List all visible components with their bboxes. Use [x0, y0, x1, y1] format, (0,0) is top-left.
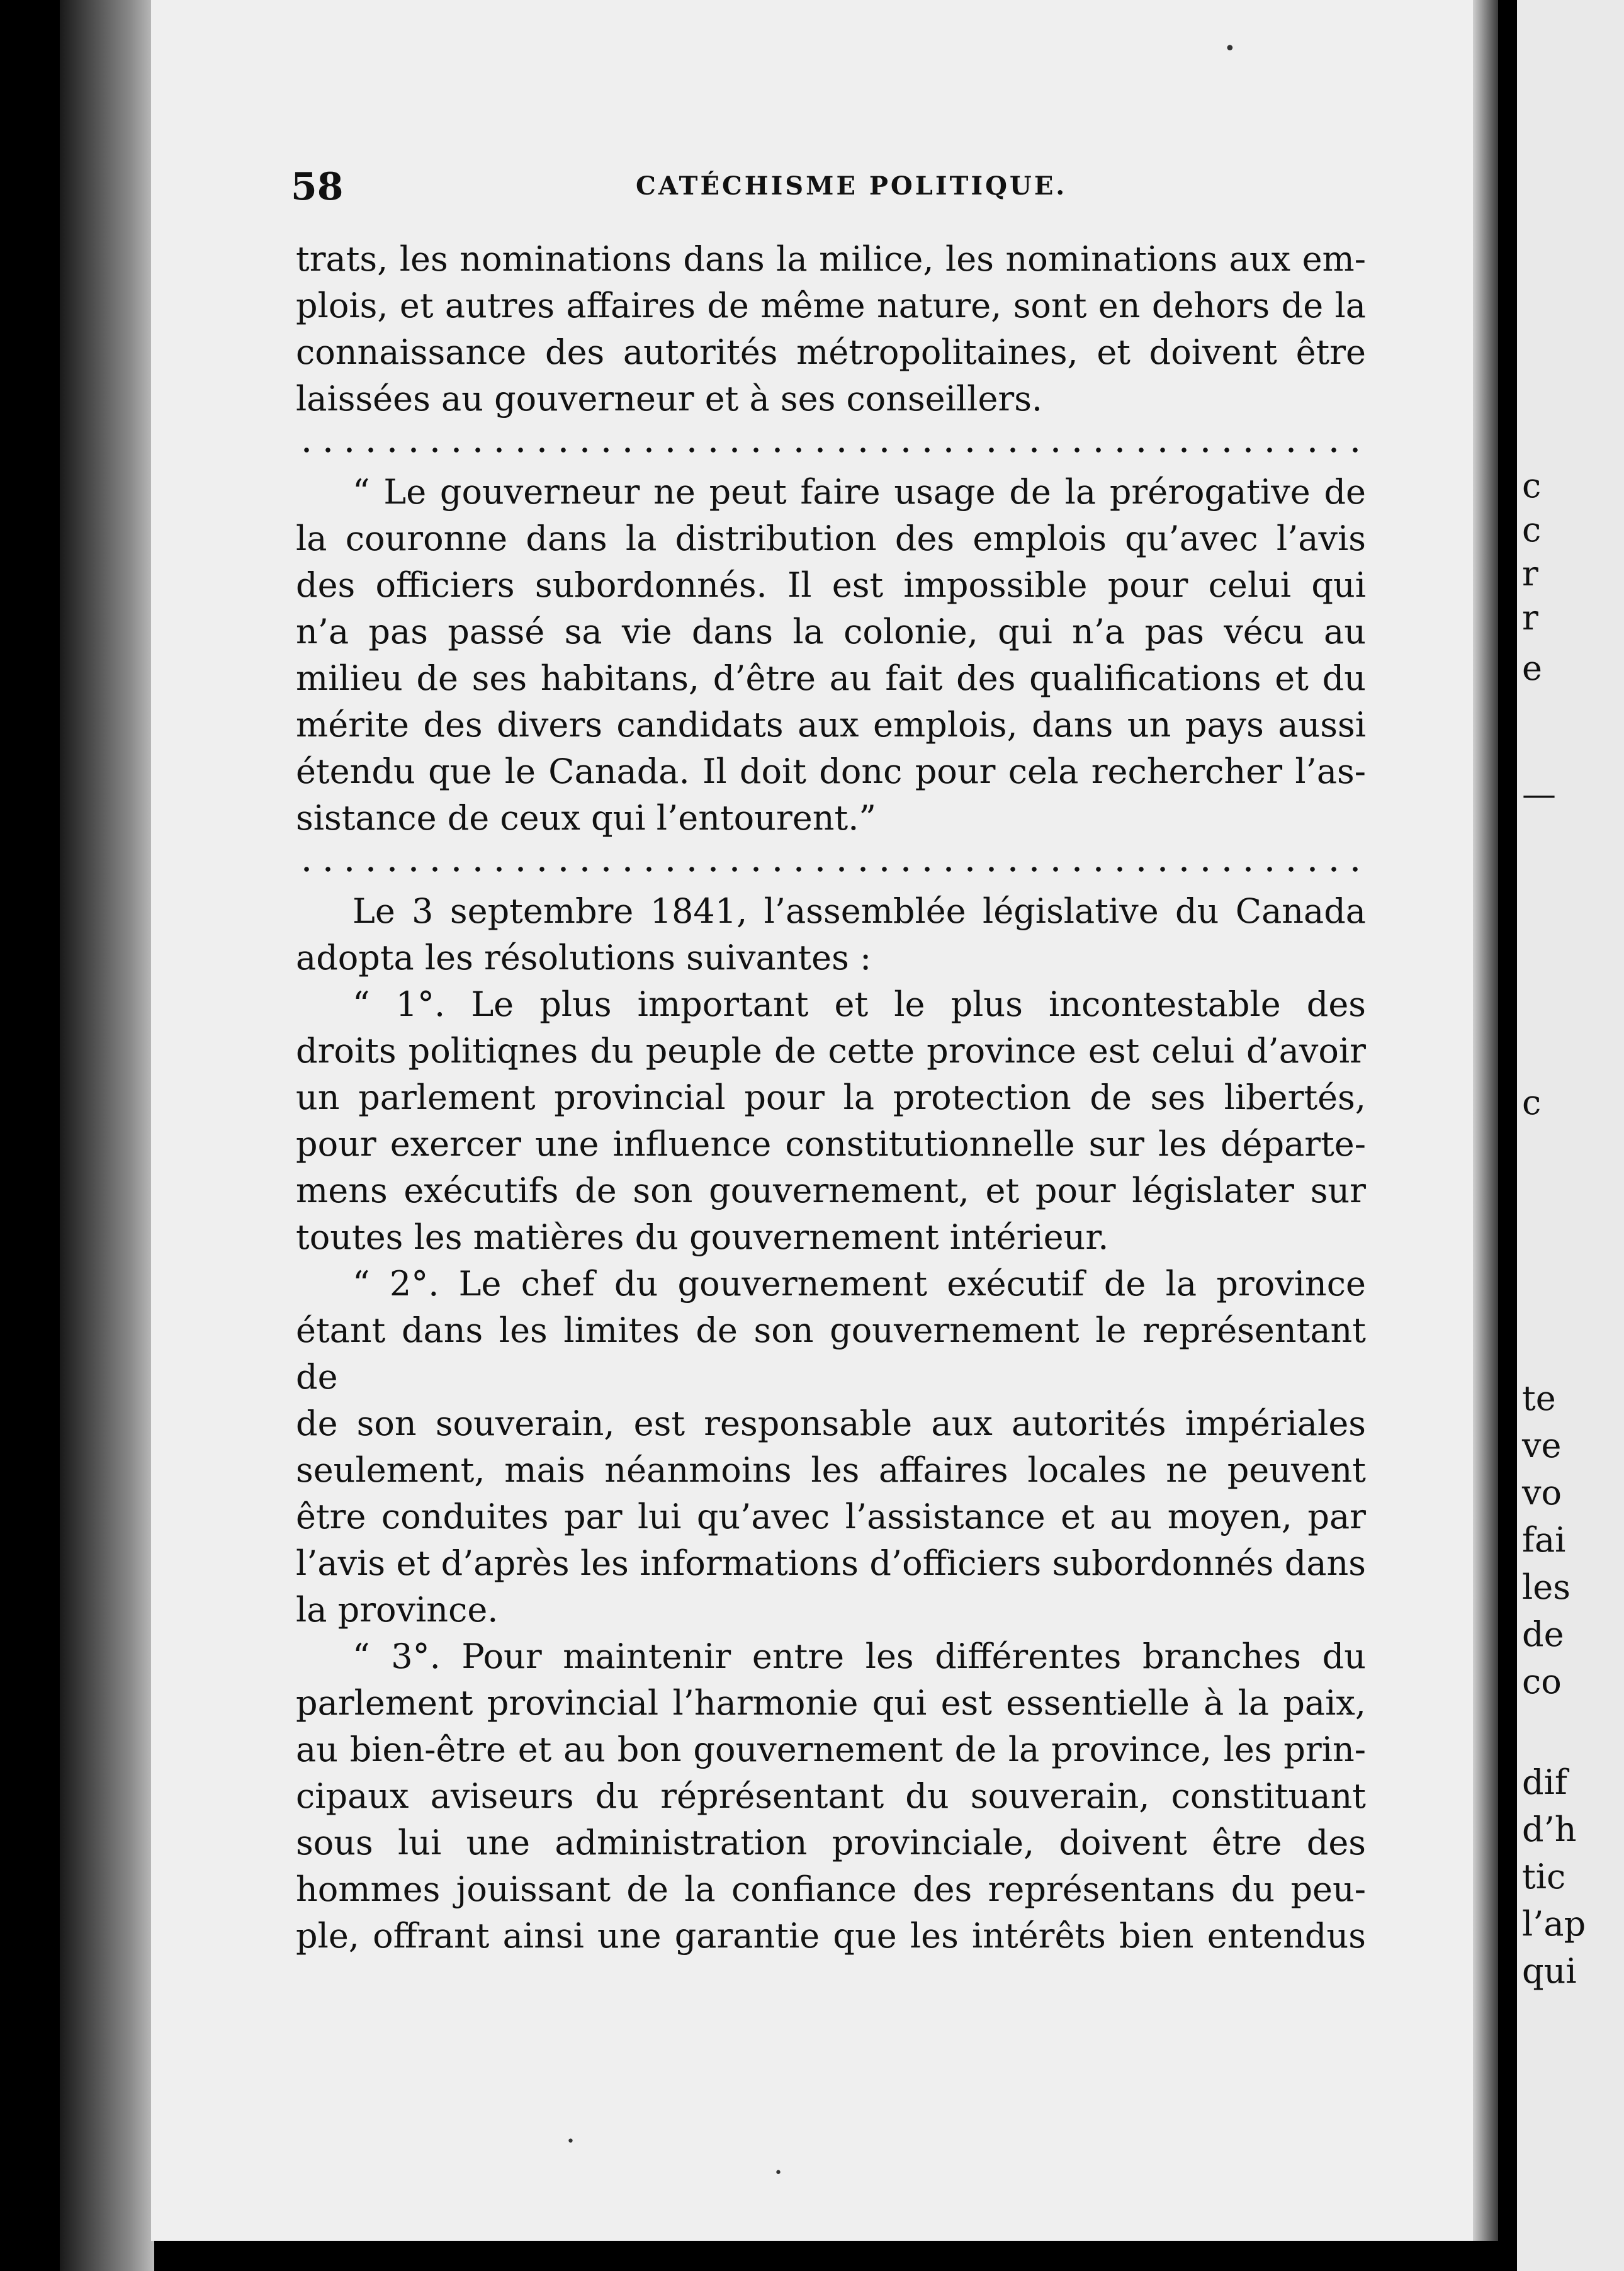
next-page-text: qui: [1522, 1951, 1577, 1991]
text-line: des officiers subordonnés. Il est impossible pour celui qui: [296, 565, 1366, 605]
next-page-text: c: [1522, 510, 1542, 549]
text-line: droits politiqnes du peuple de cette province est celui d’avoir: [296, 1031, 1366, 1071]
print-speck: •: [774, 2165, 782, 2181]
text-line: être conduites par lui qu’avec l’assistance et au moyen, par: [296, 1497, 1366, 1536]
print-speck: •: [567, 2134, 575, 2150]
text-line: n’a pas passé sa vie dans la colonie, qui n’a pas vécu au: [296, 612, 1366, 651]
text-line: “ 1°. Le plus important et le plus incontestable des: [352, 984, 1366, 1024]
text-line: pour exercer une influence constitutionnelle sur les départe-: [296, 1124, 1366, 1164]
print-speck: •: [1224, 38, 1236, 60]
next-page-text: te: [1522, 1378, 1556, 1418]
running-title: CATÉCHISME POLITIQUE.: [636, 171, 1068, 201]
next-page-text: r: [1522, 598, 1538, 638]
next-page-text: d’h: [1522, 1810, 1577, 1849]
text-line: “ 3°. Pour maintenir entre les différentes branches du: [352, 1637, 1366, 1676]
text-line: étendu que le Canada. Il doit donc pour cela rechercher l’as-: [296, 752, 1366, 791]
text-line: mens exécutifs de son gouvernement, et pour législater sur: [296, 1171, 1366, 1210]
text-line: toutes les matières du gouvernement intérieur.: [296, 1217, 1109, 1257]
text-line: sistance de ceux qui l’entourent.”: [296, 798, 876, 838]
next-page-text: dif: [1522, 1762, 1567, 1802]
page-number: 58: [291, 165, 344, 209]
text-line: plois, et autres affaires de même nature, sont en dehors de la: [296, 286, 1366, 325]
text-line: trats, les nominations dans la milice, les nominations aux em-: [296, 239, 1366, 279]
next-page-text: ve: [1522, 1426, 1562, 1465]
next-page-text: —: [1522, 774, 1556, 814]
text-line: “ Le gouverneur ne peut faire usage de la prérogative de: [352, 472, 1366, 512]
next-page-text: co: [1522, 1662, 1562, 1701]
next-page-text: l’ap: [1522, 1904, 1586, 1944]
text-line: sous lui une administration provinciale, doivent être des: [296, 1823, 1366, 1862]
text-line: un parlement provincial pour la protection de ses libertés,: [296, 1078, 1366, 1117]
text-line: au bien-être et au bon gouvernement de la province, les prin-: [296, 1730, 1366, 1769]
text-line: parlement provincial l’harmonie qui est essentielle à la paix,: [296, 1683, 1366, 1723]
next-page-text: de: [1522, 1614, 1564, 1654]
text-line: étant dans les limites de son gouvernement le représentant de: [296, 1310, 1366, 1397]
text-line: la province.: [296, 1590, 499, 1630]
text-line: milieu de ses habitans, d’être au fait des qualifications et du: [296, 658, 1366, 698]
text-line: ple, offrant ainsi une garantie que les intérêts bien entendus: [296, 1916, 1366, 1956]
text-line: la couronne dans la distribution des emplois qu’avec l’avis: [296, 519, 1366, 558]
text-line: de son souverain, est responsable aux autorités impériales: [296, 1404, 1366, 1443]
next-page-text: c: [1522, 1083, 1542, 1122]
text-line: adopta les résolutions suivantes :: [296, 938, 872, 978]
text-line: cipaux aviseurs du réprésentant du souverain, constituant: [296, 1776, 1366, 1816]
text-line: l’avis et d’après les informations d’officiers subordonnés dans: [296, 1543, 1366, 1583]
book-spine-shadow: [60, 0, 154, 2271]
dotted-separator: [296, 842, 1366, 888]
page-edge-shadow: [1473, 0, 1498, 2241]
text-line: mérite des divers candidats aux emplois, dans un pays aussi: [296, 705, 1366, 745]
next-page-text: r: [1522, 554, 1538, 594]
text-line: laissées au gouverneur et à ses conseillers.: [296, 379, 1043, 419]
next-page-text: e: [1522, 648, 1542, 688]
text-line: connaissance des autorités métropolitaines, et doivent être: [296, 332, 1366, 372]
next-page-text: les: [1522, 1567, 1570, 1607]
next-page-text: c: [1522, 466, 1542, 505]
next-page-fragment: [1517, 0, 1624, 2271]
text-line: Le 3 septembre 1841, l’assemblée législative du Canada: [352, 891, 1366, 931]
text-line: seulement, mais néanmoins les affaires locales ne peuvent: [296, 1450, 1366, 1490]
text-line: hommes jouissant de la confiance des représentans du peu-: [296, 1869, 1366, 1909]
next-page-text: tic: [1522, 1857, 1566, 1896]
body-text: [296, 236, 1366, 1959]
next-page-text: vo: [1522, 1473, 1562, 1513]
text-line: “ 2°. Le chef du gouvernement exécutif de la province: [352, 1264, 1366, 1304]
dotted-separator: [296, 422, 1366, 469]
page-header: [0, 165, 1624, 209]
next-page-text: fai: [1522, 1520, 1566, 1560]
